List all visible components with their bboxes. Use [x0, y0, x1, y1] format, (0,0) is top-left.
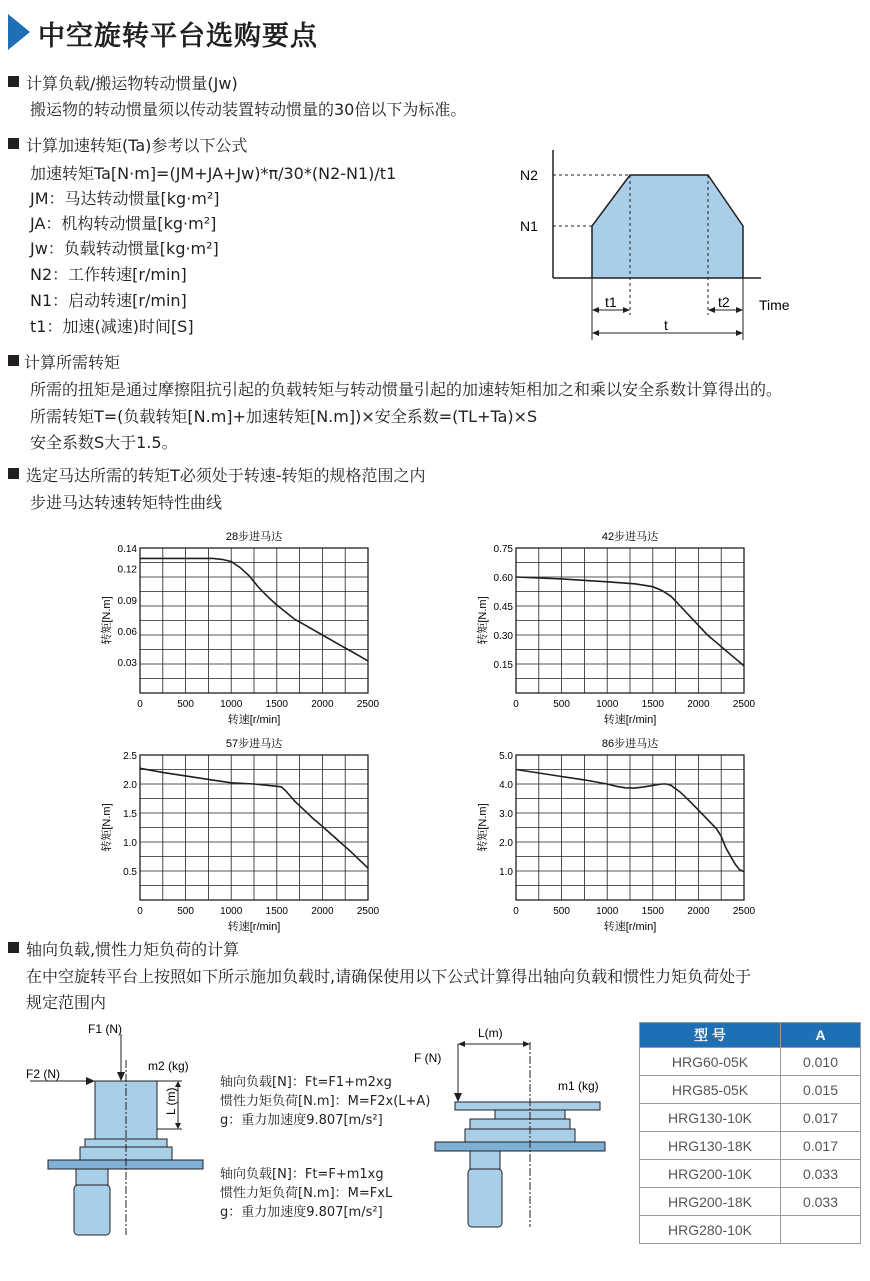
- cell-a: 0.033: [781, 1188, 861, 1216]
- cell-model: HRG85-05K: [640, 1076, 781, 1104]
- x-tick-label: 2500: [356, 906, 380, 917]
- label-time: Time: [759, 297, 790, 313]
- x-tick-label: 500: [553, 699, 570, 710]
- label-t2: t2: [718, 294, 730, 310]
- cell-a: 0.017: [781, 1132, 861, 1160]
- label-t1: t1: [605, 294, 617, 310]
- y-tick-label: 0.14: [117, 544, 137, 555]
- y-tick-label: 4.0: [499, 780, 513, 791]
- x-tick-label: 0: [137, 699, 143, 710]
- bullet-square-icon: [8, 138, 19, 149]
- table-row: [640, 1076, 861, 1104]
- profile-area: [592, 175, 743, 278]
- x-tick-label: 1500: [265, 699, 288, 710]
- x-tick-label: 0: [513, 699, 519, 710]
- y-tick-label: 1.5: [123, 809, 137, 820]
- x-tick-label: 0: [513, 906, 519, 917]
- label-m1: m1 (kg): [558, 1079, 599, 1093]
- y-tick-label: 0.45: [493, 602, 513, 613]
- cell-a: 0.010: [781, 1048, 861, 1076]
- formula-line: N1：启动转速[r/min]: [30, 291, 187, 310]
- page-title: 中空旋转平台选购要点: [38, 21, 318, 52]
- x-tick-label: 500: [553, 906, 570, 917]
- cell-model: HRG280-10K: [640, 1216, 781, 1244]
- formula1-line: 惯性力矩负荷[N.m]：M=F2x(L+A): [220, 1094, 431, 1109]
- table-row: [640, 1160, 861, 1188]
- formula-line: t1：加速(减速)时间[S]: [30, 317, 194, 336]
- formula-line: N2：工作转速[r/min]: [30, 265, 187, 284]
- x-tick-label: 1500: [641, 906, 664, 917]
- table-row: [640, 1188, 861, 1216]
- x-axis-label: 转速[r/min]: [227, 921, 281, 933]
- cell-a: [781, 1216, 861, 1244]
- section1-text: 搬运物的转动惯量须以传动装置转动惯量的30倍以下为标准。: [30, 100, 467, 119]
- x-tick-label: 2500: [356, 699, 380, 710]
- x-axis-label: 转速[r/min]: [227, 714, 281, 726]
- x-tick-label: 0: [137, 906, 143, 917]
- cell-a: 0.033: [781, 1160, 861, 1188]
- x-tick-label: 2000: [687, 906, 710, 917]
- y-tick-label: 0.03: [117, 657, 137, 669]
- label-n1: N1: [520, 218, 538, 234]
- label-l: L(m): [478, 1026, 503, 1040]
- x-axis-label: 转速[r/min]: [603, 921, 657, 933]
- x-tick-label: 2500: [732, 699, 756, 710]
- cell-a: 0.017: [781, 1104, 861, 1132]
- y-axis-label: 转矩[N.m]: [477, 803, 489, 852]
- speed-profile-diagram: [515, 150, 815, 345]
- table-row: [640, 1104, 861, 1132]
- formula-line: 加速转矩Ta[N·m]=(JM+JA+Jw)*π/30*(N2-N1)/t1: [30, 164, 397, 183]
- x-tick-label: 1000: [220, 906, 243, 917]
- axial-load-figure-1: [20, 1020, 205, 1245]
- formula1-line: 轴向负载[N]：Ft=F1+m2xg: [220, 1075, 392, 1090]
- x-tick-label: 2000: [311, 699, 334, 710]
- axial-load-figure-2: [410, 1022, 610, 1232]
- x-axis-label: 转速[r/min]: [603, 714, 657, 726]
- x-tick-label: 1500: [265, 906, 288, 917]
- y-tick-label: 0.75: [493, 544, 513, 555]
- label-f1: F1 (N): [88, 1022, 122, 1036]
- y-axis-label: 转矩[N.m]: [101, 596, 113, 645]
- section1-heading: 计算负载/搬运物转动惯量(Jw): [26, 74, 238, 93]
- x-tick-label: 500: [177, 906, 194, 917]
- table-row: [640, 1048, 861, 1076]
- bullet-square-icon: [8, 942, 19, 953]
- chart-title: 42步进马达: [601, 531, 659, 543]
- title-arrow-icon: [8, 14, 30, 50]
- torque-charts: [0, 520, 870, 933]
- x-tick-label: 2000: [311, 906, 334, 917]
- cell-model: HRG200-10K: [640, 1160, 781, 1188]
- y-tick-label: 0.09: [117, 595, 137, 607]
- x-tick-label: 500: [177, 699, 194, 710]
- section3-line: 安全系数S大于1.5。: [30, 433, 178, 452]
- formula-line: JM：马达转动惯量[kg·m²]: [30, 189, 220, 208]
- table-row: [640, 1132, 861, 1160]
- y-tick-label: 5.0: [499, 751, 513, 762]
- section3-line: 所需转矩T=(负载转矩[N.m]+加速转矩[N.m])×安全系数=(TL+Ta)×S: [30, 407, 538, 426]
- y-tick-label: 0.06: [117, 626, 137, 638]
- cell-model: HRG130-18K: [640, 1132, 781, 1160]
- section4-heading: 选定马达所需的转矩T必须处于转速-转矩的规格范围之内: [26, 466, 426, 485]
- formula2-line: 轴向负载[N]：Ft=F+m1xg: [220, 1167, 384, 1182]
- cell-a: 0.015: [781, 1076, 861, 1104]
- section5-heading: 轴向负载,惯性力矩负荷的计算: [26, 940, 240, 959]
- table-row: [640, 1216, 861, 1244]
- x-tick-label: 1000: [220, 699, 243, 710]
- y-tick-label: 3.0: [499, 809, 513, 820]
- y-axis-label: 转矩[N.m]: [477, 596, 489, 645]
- model-a-table: [639, 1022, 861, 1244]
- chart-title: 86步进马达: [601, 738, 659, 750]
- y-tick-label: 2.0: [123, 780, 137, 791]
- y-tick-label: 0.30: [493, 631, 513, 642]
- formula2-line: g：重力加速度9.807[m/s²]: [220, 1205, 383, 1220]
- section3-heading: 计算所需转矩: [24, 353, 121, 372]
- formula1-line: g：重力加速度9.807[m/s²]: [220, 1113, 383, 1128]
- label-l: L (m): [164, 1087, 178, 1115]
- bullet-square-icon: [8, 355, 19, 366]
- header-a: A: [781, 1023, 861, 1048]
- y-tick-label: 2.0: [499, 838, 513, 849]
- y-tick-label: 0.15: [493, 660, 513, 671]
- y-tick-label: 0.60: [493, 573, 513, 584]
- formula-line: JA：机构转动惯量[kg·m²]: [30, 214, 217, 233]
- cell-model: HRG60-05K: [640, 1048, 781, 1076]
- header-model: 型 号: [640, 1023, 781, 1048]
- bullet-square-icon: [8, 468, 19, 479]
- section2-heading: 计算加速转矩(Ta)参考以下公式: [26, 136, 248, 155]
- chart-title: 57步进马达: [225, 738, 283, 750]
- label-f2: F2 (N): [26, 1067, 60, 1081]
- section5-intro: 规定范围内: [26, 993, 107, 1012]
- y-tick-label: 0.12: [117, 564, 137, 576]
- x-tick-label: 1000: [596, 906, 619, 917]
- formula2-line: 惯性力矩负荷[N.m]：M=FxL: [220, 1186, 393, 1201]
- x-tick-label: 1000: [596, 699, 619, 710]
- y-tick-label: 1.0: [499, 867, 513, 878]
- y-tick-label: 1.0: [123, 838, 137, 849]
- bullet-square-icon: [8, 76, 19, 87]
- label-f: F (N): [414, 1051, 442, 1065]
- cell-model: HRG200-18K: [640, 1188, 781, 1216]
- label-n2: N2: [520, 167, 538, 183]
- x-tick-label: 1500: [641, 699, 664, 710]
- section5-intro: 在中空旋转平台上按照如下所示施加负载时,请确保使用以下公式计算得出轴向负载和惯性力矩负荷处于: [26, 967, 752, 986]
- section4-subheading: 步进马达转速转矩特性曲线: [30, 493, 223, 512]
- y-tick-label: 0.5: [123, 867, 137, 878]
- formula-line: Jw：负载转动惯量[kg·m²]: [30, 239, 219, 258]
- y-axis-label: 转矩[N.m]: [101, 803, 113, 852]
- x-tick-label: 2500: [732, 906, 756, 917]
- chart-title: 28步进马达: [225, 531, 283, 543]
- table-header-row: [640, 1023, 861, 1048]
- cell-model: HRG130-10K: [640, 1104, 781, 1132]
- y-tick-label: 2.5: [123, 751, 137, 762]
- label-m2: m2 (kg): [148, 1059, 189, 1073]
- label-t: t: [664, 317, 668, 333]
- section3-line: 所需的扭矩是通过摩擦阻抗引起的负载转矩与转动惯量引起的加速转矩相加之和乘以安全系数计算得出的。: [30, 380, 783, 399]
- x-tick-label: 2000: [687, 699, 710, 710]
